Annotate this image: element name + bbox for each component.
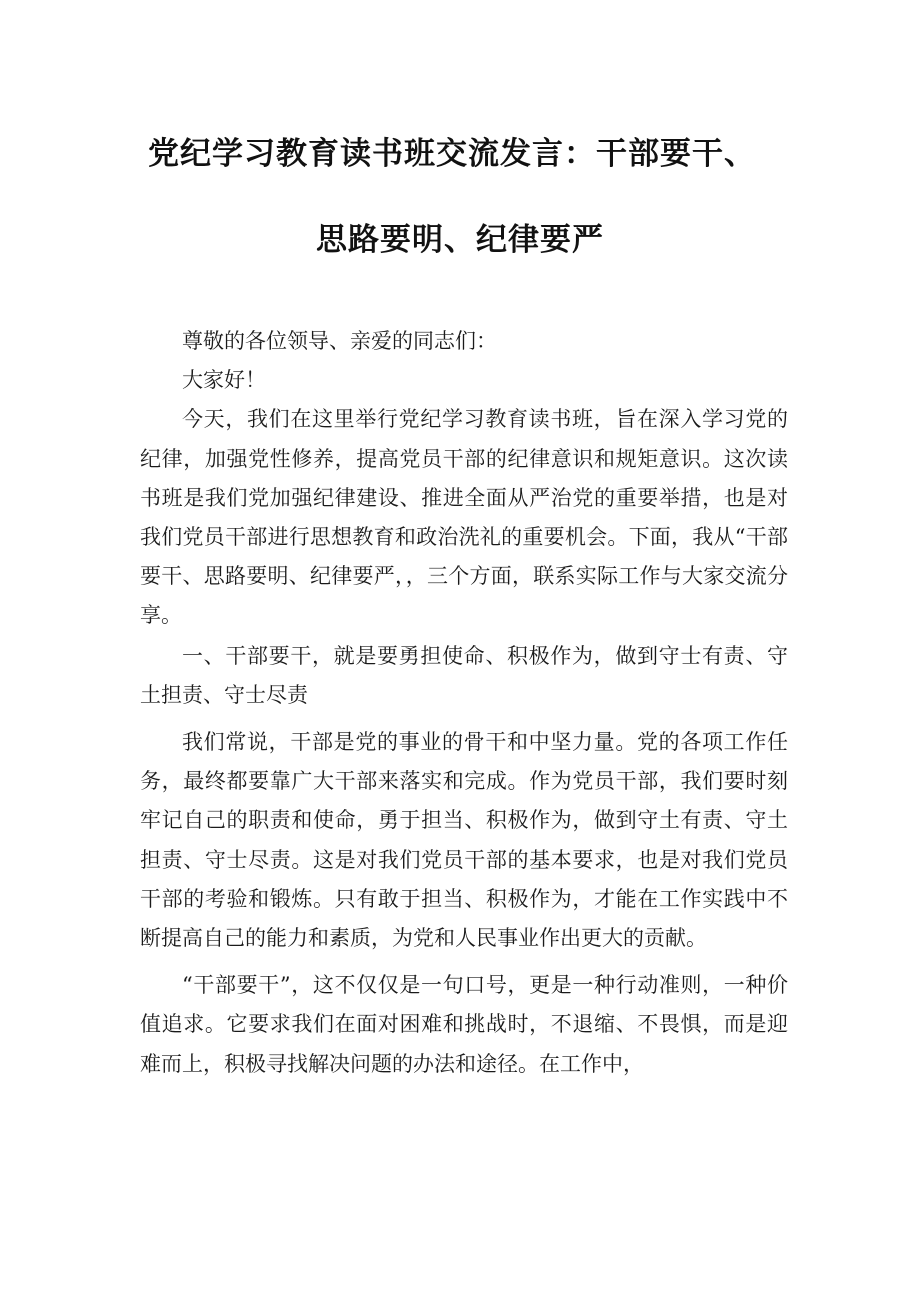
greeting: 大家好！ [182,368,266,393]
paragraph-body-1: 我们常说，干部是党的事业的骨干和中坚力量。党的各项工作任务，最终都要靠广大干部来落实和完成。作为党员干部，我们要时刻牢记自己的职责和使命，勇于担当、积极作为，做到守土有责、守土担责、守士尽责。这是对我们党员干部的基本要求，也是对我们党员干部的考验和锻炼。只有敢于担当、积极作为，才能在工作实践中不断提高自己的能力和素质，为党和人民事业作出更大的贡献。 [140,730,788,951]
document-title-line-1: 党纪学习教育读书班交流发言：干部要干、 [148,136,756,172]
document-title-line-2: 思路要明、纪律要严 [316,222,604,258]
paragraph-intro: 今天，我们在这里举行党纪学习教育读书班，旨在深入学习党的纪律，加强党性修养，提高党员干部的纪律意识和规矩意识。这次读书班是我们党加强纪律建设、推进全面从严治党的重要举措，也是对我们党员干部进行思想教育和政治洗礼的重要机会。下面，我从“干部要干、思路要明、纪律要严，，三个方面，联系实际工作与大家交流分享。 [140,407,788,628]
document-body [140,322,788,1084]
salutation: 尊敬的各位领导、亲爱的同志们： [182,329,497,353]
section-heading-1: 一、干部要干，就是要勇担使命、积极作为，做到守士有责、守土担责、守士尽责 [140,643,788,707]
paragraph-body-2: “干部要干”，这不仅仅是一句口号，更是一种行动准则，一种价值追求。它要求我们在面对困难和挑战时，不退缩、不畏惧，而是迎难而上，积极寻找解决问题的办法和途径。在工作中， [140,973,788,1076]
